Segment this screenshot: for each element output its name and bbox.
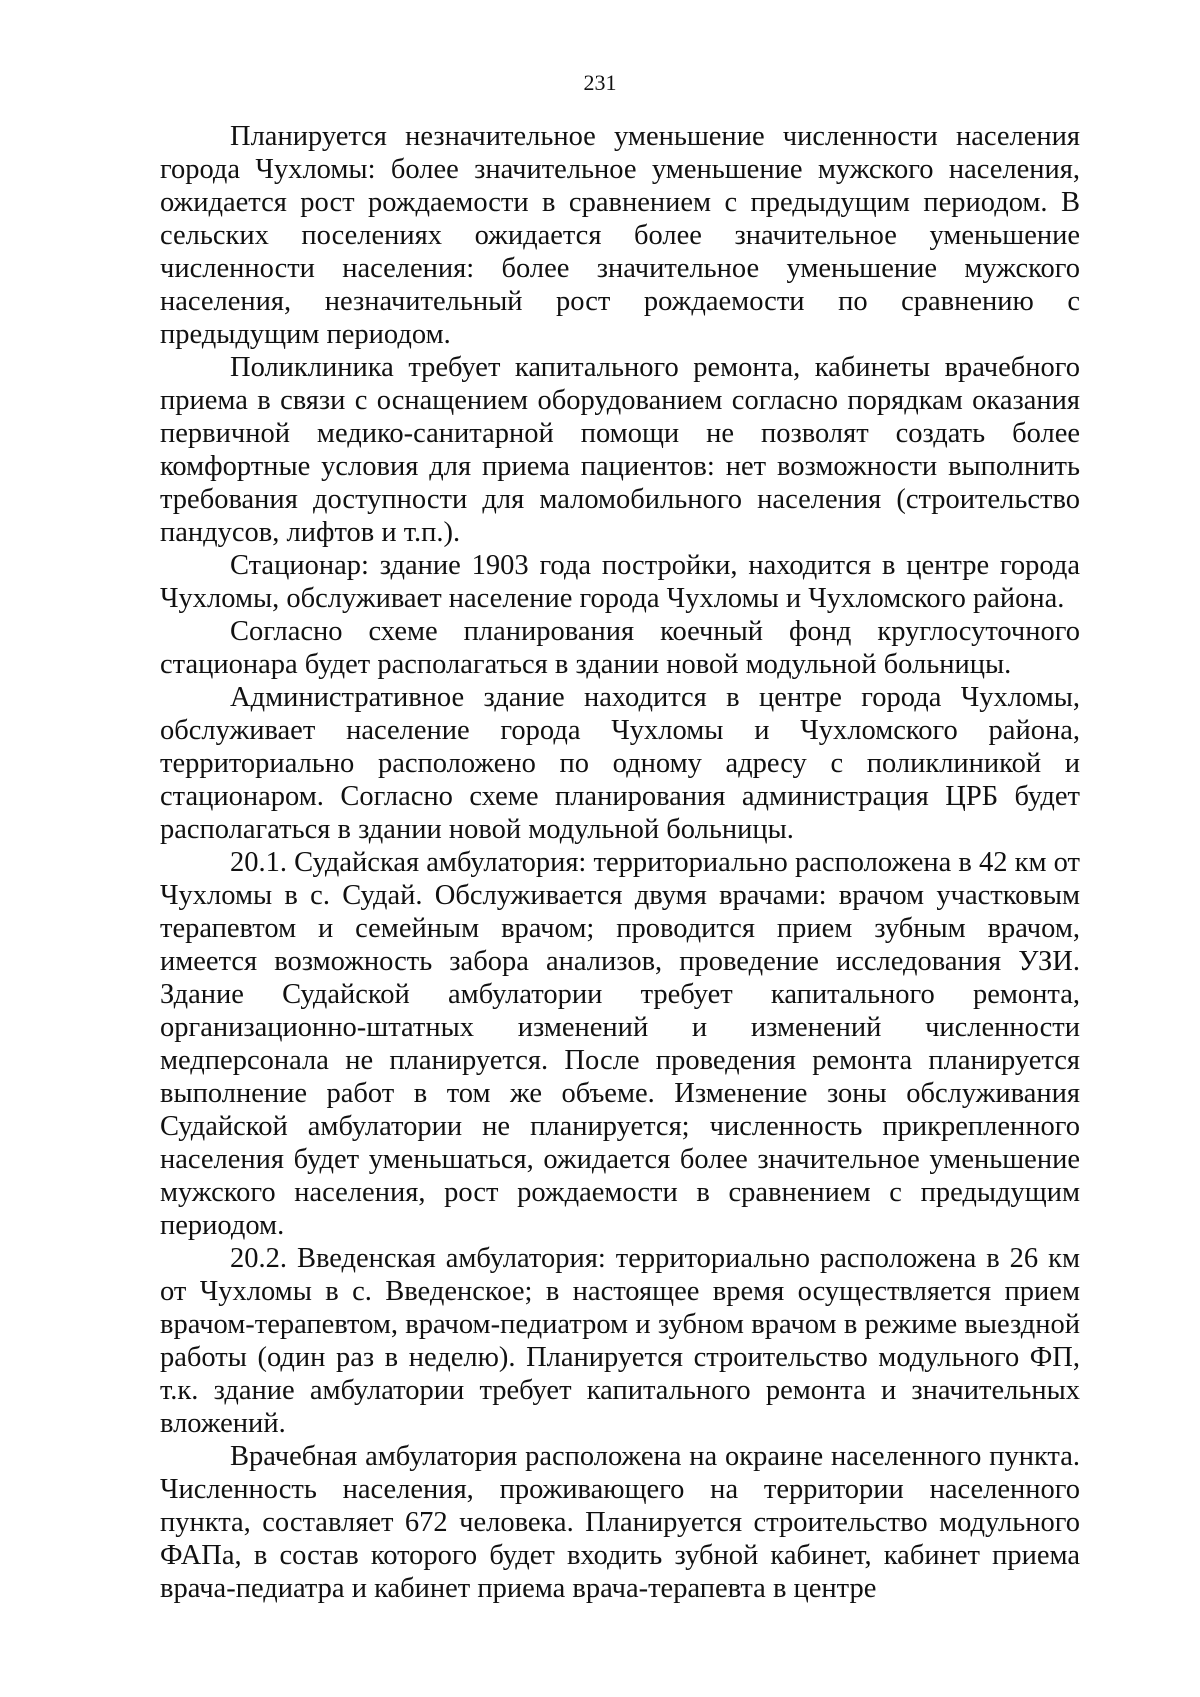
paragraph-bed-fund: Согласно схеме планирования коечный фонд круглосуточного стационара будет располагаться в здании новой модульной больницы. (160, 616, 1080, 680)
paragraph-polyclinic: Поликлиника требует капитального ремонта, кабинеты врачебного приема в связи с оснащением оборудованием согласно порядкам оказания первичной медико-санитарной помощи не позволят создать более комфортные условия для приема пациентов: нет возможности выполнить требования доступности для маломобильного населения (строительство пандусов, лифтов и т.п.). (160, 352, 1080, 548)
paragraph-vvedenskaya-ambulatory: 20.2. Введенская амбулатория: территориально расположена в 26 км от Чухломы в с. Введенское; в настоящее время осуществляется прием врачом-терапевтом, врачом-педиатром и зубном врачом в режиме выездной работы (один раз в неделю). Планируется строительство модульного ФП, т.к. здание амбулатории требует капитального ремонта и значительных вложений. (160, 1243, 1080, 1439)
paragraph-hospital: Стационар: здание 1903 года постройки, находится в центре города Чухломы, обслуживает население города Чухломы и Чухломского района. (160, 550, 1080, 614)
paragraph-demography: Планируется незначительное уменьшение численности населения города Чухломы: более значительное уменьшение мужского населения, ожидается рост рождаемости в сравнением с предыдущим периодом. В сельских поселениях ожидается более значительное уменьшение численности населения: более значительное уменьшение мужского населения, незначительный рост рождаемости по сравнению с предыдущим периодом. (160, 121, 1080, 350)
paragraph-sudai-ambulatory: 20.1. Судайская амбулатория: территориально расположена в 42 км от Чухломы в с. Судай. Обслуживается двумя врачами: врачом участковым терапевтом и семейным врачом; проводится прием зубным врачом, имеется возможность забора анализов, проведение исследования УЗИ. Здание Судайской амбулатории требует капитального ремонта, организационно-штатных изменений и изменений численности медперсонала не планируется. После проведения ремонта планируется выполнение работ в том же объеме. Изменение зоны обслуживания Судайской амбулатории не планируется; численность прикрепленного населения будет уменьшаться, ожидается более значительное уменьшение мужского населения, рост рождаемости в сравнением с предыдущим периодом. (160, 847, 1080, 1241)
page-number: 231 (583, 70, 617, 95)
document-body (160, 120, 1080, 1605)
paragraph-admin-building: Административное здание находится в центре города Чухломы, обслуживает население города Чухломы и Чухломского района, территориально расположено по одному адресу с поликлиникой и стационаром. Согласно схеме планирования администрация ЦРБ будет располагаться в здании новой модульной больницы. (160, 682, 1080, 845)
paragraph-medical-ambulatory: Врачебная амбулатория расположена на окраине населенного пункта. Численность населения, проживающего на территории населенного пункта, составляет 672 человека. Планируется строительство модульного ФАПа, в состав которого будет входить зубной кабинет, кабинет приема врача-педиатра и кабинет приема врача-терапевта в центре (160, 1441, 1080, 1604)
